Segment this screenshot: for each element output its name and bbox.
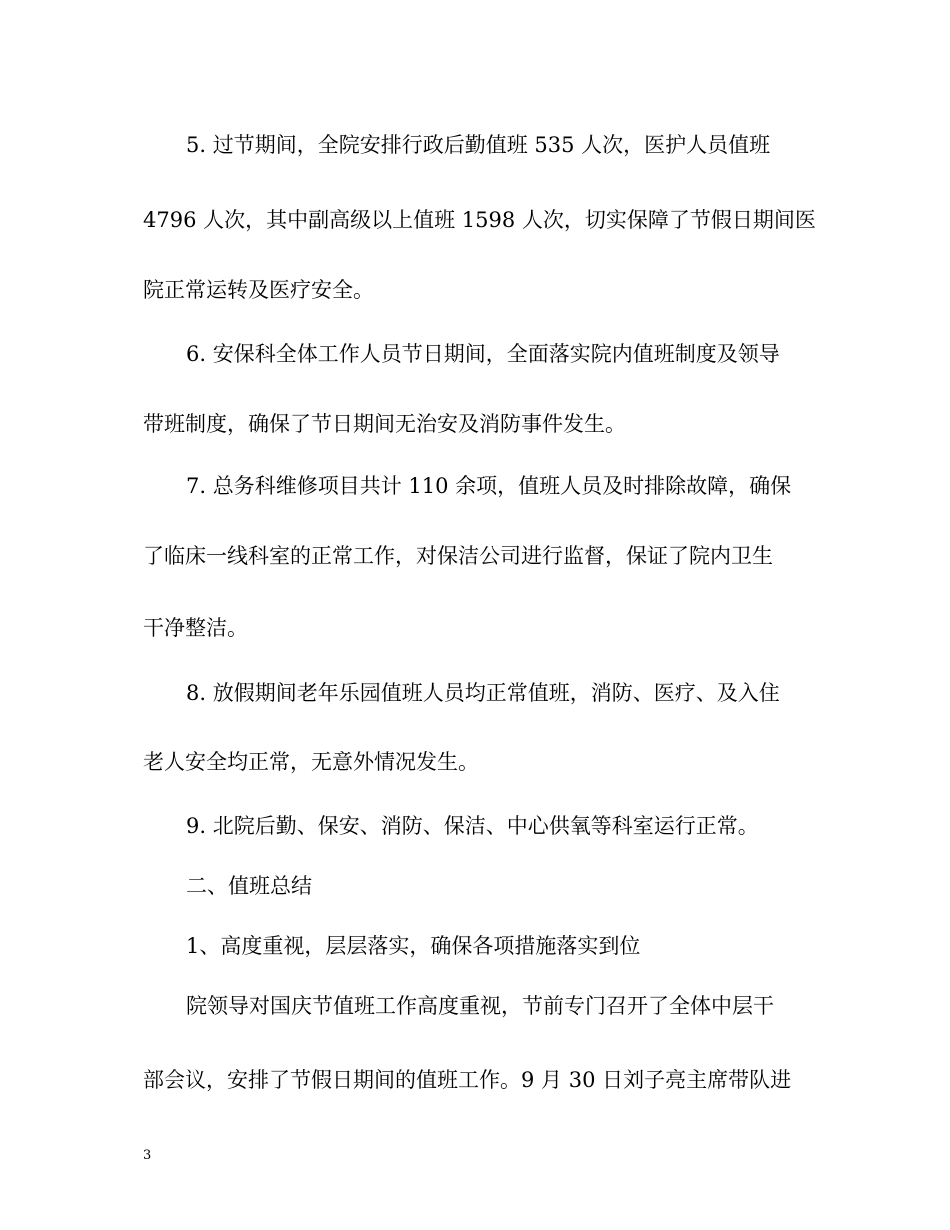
- text-line: 院正常运转及医疗安全。: [143, 278, 374, 302]
- section-heading: 二、值班总结: [186, 874, 312, 898]
- text-line: 部会议，安排了节假日期间的值班工作。9 月 30 日刘子亮主席带队进: [143, 1068, 792, 1092]
- text-line: 带班制度，确保了节日期间无治安及消防事件发生。: [143, 412, 626, 436]
- text-line: 院领导对国庆节值班工作高度重视，节前专门召开了全体中层干: [186, 994, 774, 1018]
- text-line: 5. 过节期间，全院安排行政后勤值班 535 人次，医护人员值班: [186, 133, 771, 157]
- text-line: 4796 人次，其中副高级以上值班 1598 人次，切实保障了节假日期间医: [143, 208, 816, 232]
- text-line: 9. 北院后勤、保安、消防、保洁、中心供氧等科室运行正常。: [186, 814, 759, 838]
- text-line: 老人安全均正常，无意外情况发生。: [143, 750, 479, 774]
- text-line: 干净整洁。: [143, 616, 248, 640]
- page-number: 3: [143, 1148, 152, 1163]
- subsection-heading: 1、高度重视，层层落实，确保各项措施落实到位: [186, 934, 641, 958]
- text-line: 8. 放假期间老年乐园值班人员均正常值班，消防、医疗、及入住: [186, 681, 780, 705]
- text-line: 7. 总务科维修项目共计 110 余项，值班人员及时排除故障，确保: [186, 474, 792, 498]
- text-line: 了临床一线科室的正常工作，对保洁公司进行监督，保证了院内卫生: [143, 544, 773, 568]
- text-line: 6. 安保科全体工作人员节日期间，全面落实院内值班制度及领导: [186, 342, 780, 366]
